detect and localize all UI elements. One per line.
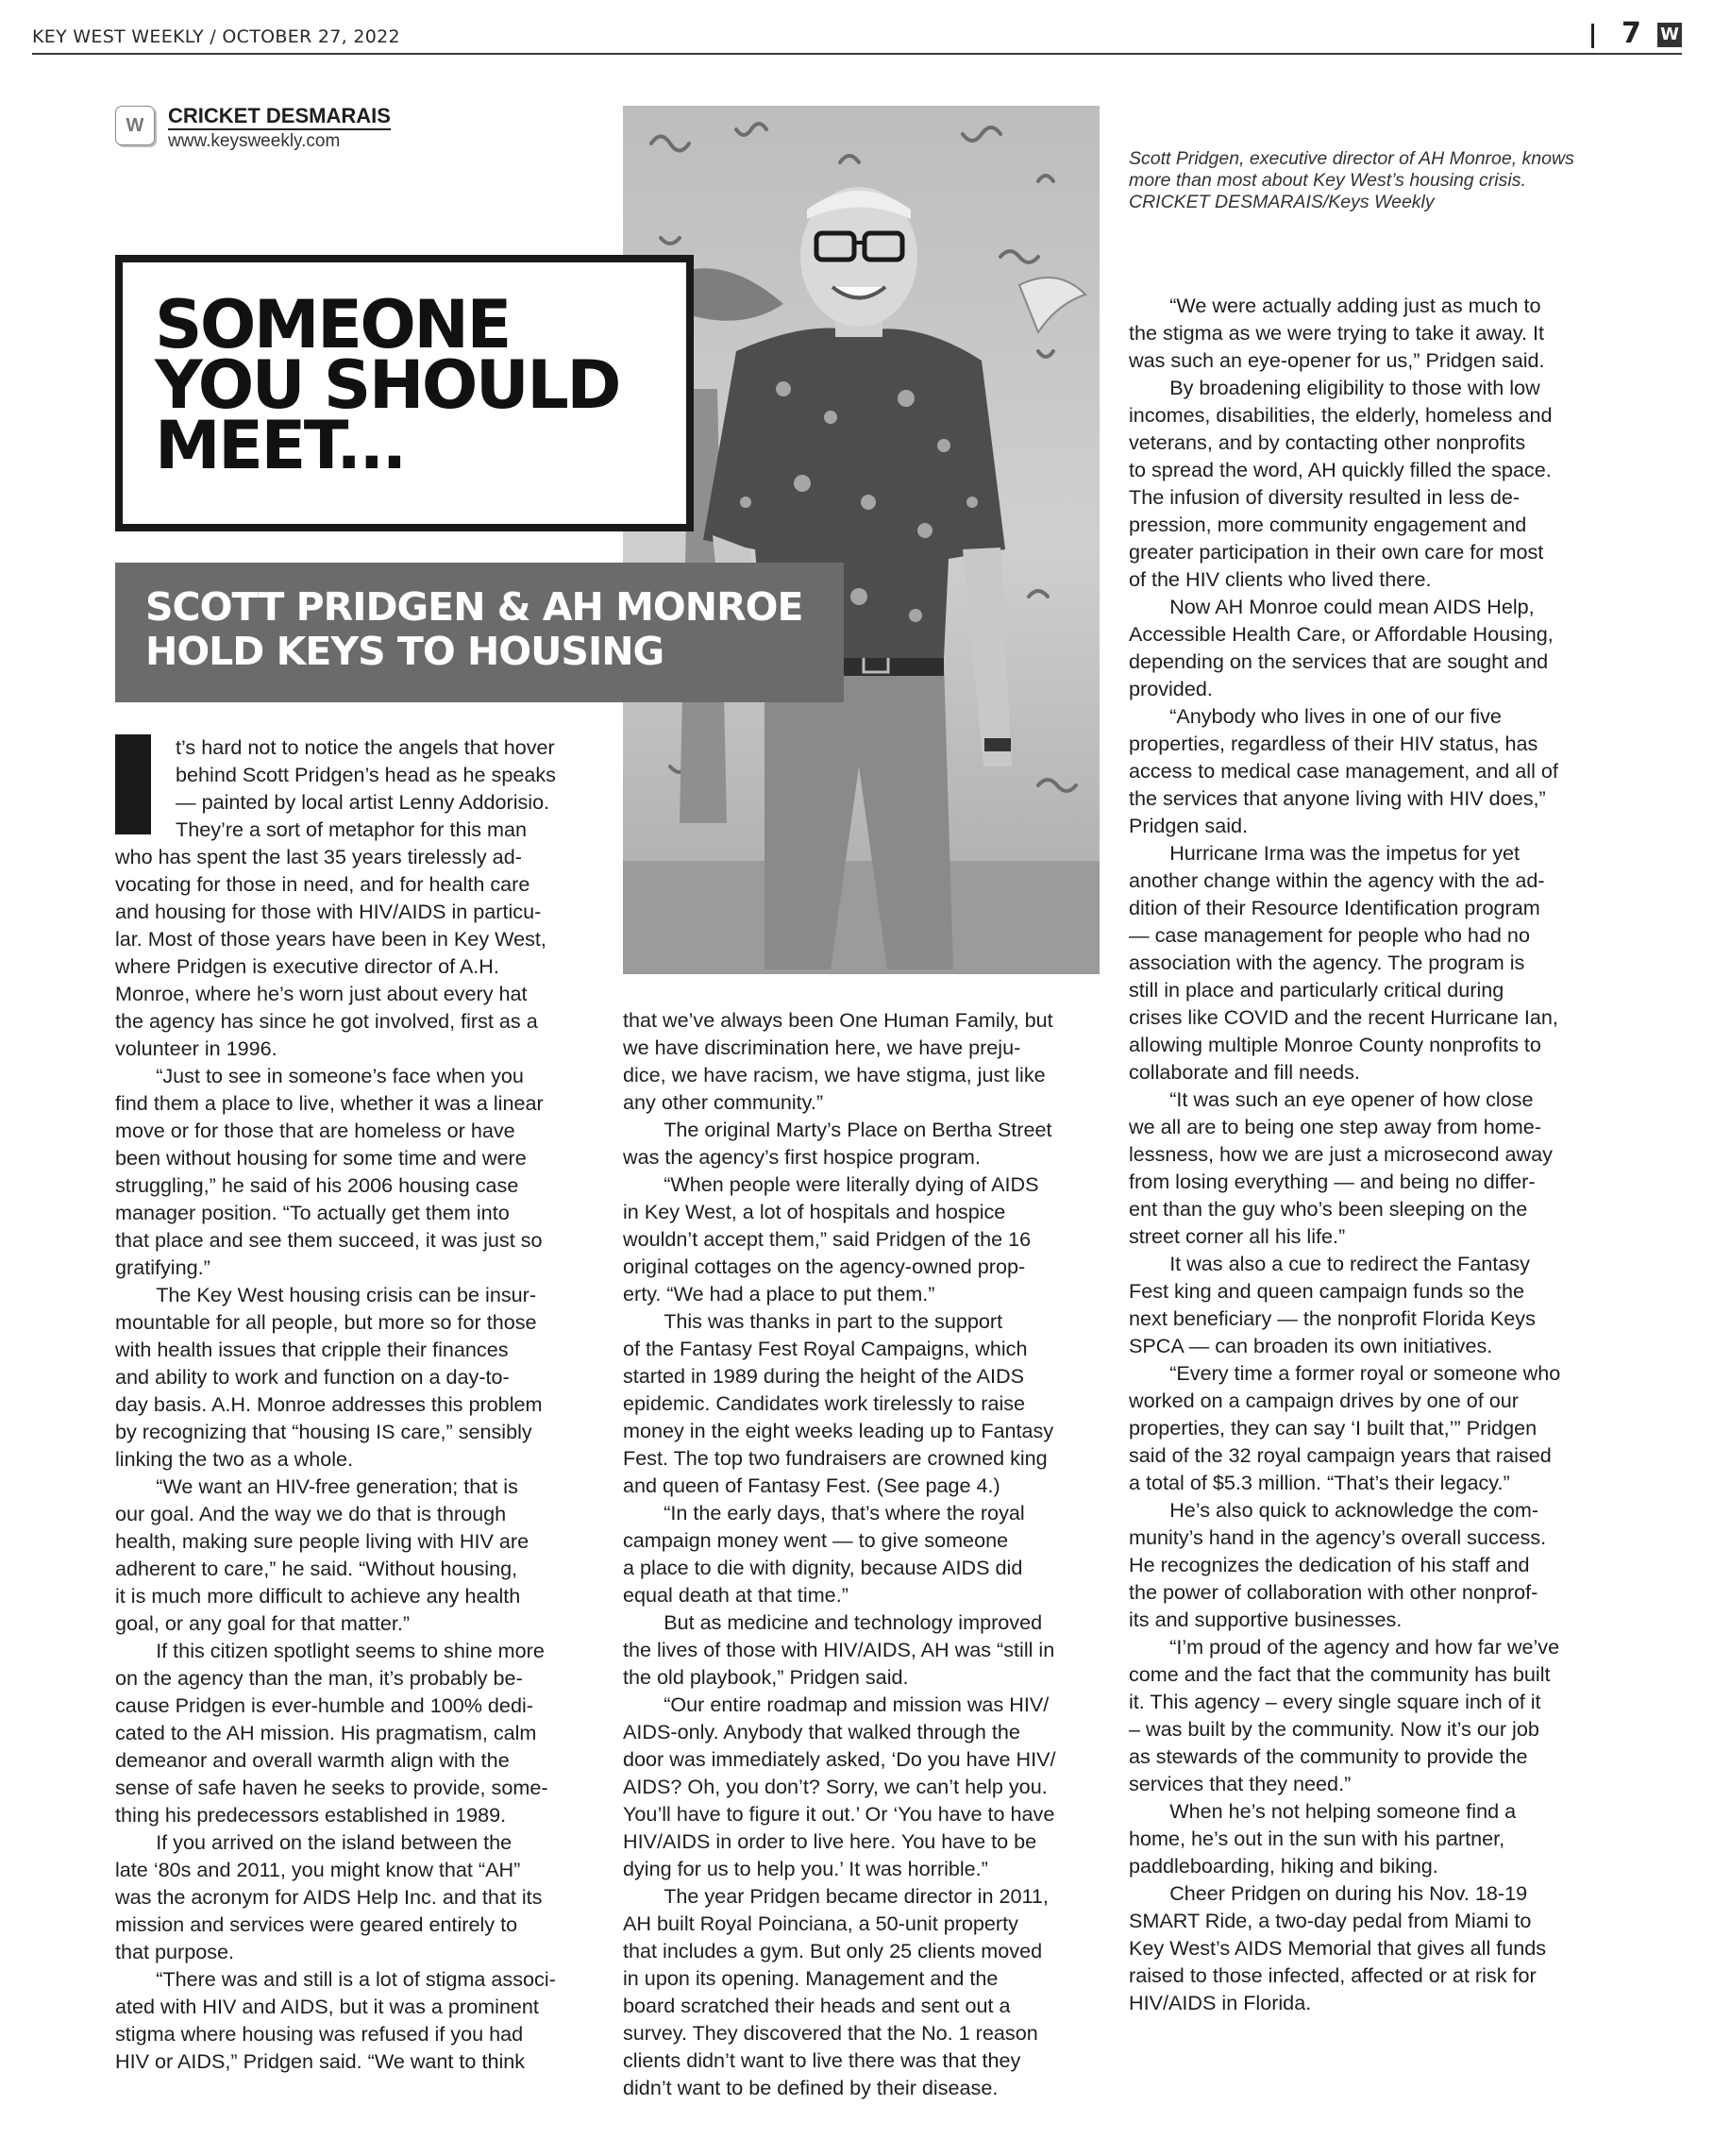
article-line: “We want an HIV-free generation; that is (115, 1474, 518, 1498)
article-line: ated with HIV and AIDS, but it was a prominent (115, 1995, 539, 2018)
article-line: munity’s hand in the agency’s overall success. (1129, 1525, 1547, 1549)
article-line: wouldn’t accept them,” said Pridgen of the 16 (623, 1227, 1032, 1251)
article-line: When he’s not helping someone find a (1129, 1799, 1517, 1823)
article-line: equal death at that time.” (623, 1583, 849, 1607)
article-line: manager position. “To actually get them into (115, 1201, 510, 1224)
article-line: the agency has since he got involved, first as a (115, 1009, 538, 1033)
article-line: Cheer Pridgen on during his Nov. 18-19 (1129, 1881, 1528, 1905)
article-line: and ability to work and function on a day-to- (115, 1365, 510, 1389)
article-line: t’s hard not to notice the angels that hover (176, 735, 555, 759)
article-line: This was thanks in part to the support (623, 1309, 1003, 1333)
article-line: They’re a sort of metaphor for this man (176, 817, 528, 841)
article-line: provided. (1129, 677, 1213, 700)
article-line: dying for us to help you.’ It was horrible.” (623, 1857, 988, 1880)
article-line: our goal. And the way we do that is through (115, 1502, 507, 1525)
article-line: Hurricane Irma was the impetus for yet (1129, 841, 1521, 865)
article-line: – was built by the community. Now it’s our job (1129, 1717, 1539, 1741)
article-line: street corner all his life.” (1129, 1224, 1346, 1248)
article-line: said of the 32 royal campaign years that raised (1129, 1443, 1552, 1467)
article-line: HIV/AIDS in Florida. (1129, 1991, 1312, 2014)
article-line: to spread the word, AH quickly filled the space. (1129, 458, 1552, 481)
article-line: its and supportive businesses. (1129, 1608, 1403, 1631)
article-line: properties, they can say ‘I built that,’” Pridgen (1129, 1416, 1538, 1440)
article-line: from losing everything — and being no differ- (1129, 1170, 1536, 1193)
article-line: access to medical case management, and all of (1129, 759, 1558, 783)
article-line: — painted by local artist Lenny Addorisio. (176, 790, 550, 814)
article-line: “Just to see in someone’s face when you (115, 1064, 524, 1087)
article-line: epidemic. Candidates work tirelessly to raise (623, 1391, 1026, 1415)
article-line: find them a place to live, whether it was a linear (115, 1091, 544, 1115)
byline-url[interactable]: www.keysweekly.com (168, 131, 341, 151)
article-line: goal, or any goal for that matter.” (115, 1611, 411, 1635)
article-line: it is much more difficult to achieve any health (115, 1584, 521, 1608)
article-line: dice, we have racism, we have stigma, just like (623, 1063, 1046, 1086)
page-number: 7 (1622, 17, 1641, 50)
article-line: the services that anyone living with HIV does,” (1129, 786, 1546, 810)
headline: SOMEONE YOU SHOULD MEET... (155, 286, 619, 484)
article-line: of the Fantasy Fest Royal Campaigns, which (623, 1337, 1028, 1360)
drop-cap-i (115, 734, 151, 834)
article-line: home, he’s out in the sun with his partner, (1129, 1827, 1505, 1850)
article-line: a place to die with dignity, because AIDS did (623, 1556, 1023, 1579)
article-line: Monroe, where he’s worn just about every hat (115, 982, 528, 1005)
article-line: struggling,” he said of his 2006 housing case (115, 1173, 519, 1197)
article-line: Pridgen said. (1129, 814, 1249, 837)
article-line: “Anybody who lives in one of our five (1129, 704, 1502, 728)
article-line: original cottages on the agency-owned prop- (623, 1255, 1026, 1278)
article-line: If this citizen spotlight seems to shine more (115, 1639, 545, 1662)
article-line: with health issues that cripple their finances (115, 1338, 509, 1361)
subheadline-bar (115, 563, 844, 702)
article-line: AIDS? Oh, you don’t? Sorry, we can’t help you. (623, 1775, 1048, 1798)
article-line: clients didn’t want to live there was that they (623, 2048, 1021, 2072)
article-line: gratifying.” (115, 1255, 210, 1279)
article-line: He’s also quick to acknowledge the com- (1129, 1498, 1539, 1522)
article-line: next beneficiary — the nonprofit Florida Keys (1129, 1306, 1536, 1330)
article-line: volunteer in 1996. (115, 1036, 277, 1060)
article-line: “I’m proud of the agency and how far we’ve (1129, 1635, 1560, 1659)
article-line: demeanor and overall warmth align with the (115, 1748, 510, 1772)
article-line: campaign money went — to give someone (623, 1528, 1009, 1552)
article-line: Accessible Health Care, or Affordable Housing, (1129, 622, 1554, 646)
publication-dateline: KEY WEST WEEKLY / OCTOBER 27, 2022 (32, 26, 400, 47)
article-line: vocating for those in need, and for health care (115, 872, 530, 896)
header-rule (32, 53, 1682, 55)
article-line: in Key West, a lot of hospitals and hospice (623, 1200, 1006, 1223)
article-line: Fest king and queen campaign funds so the (1129, 1279, 1524, 1303)
article-line: erty. “We had a place to put them.” (623, 1282, 935, 1305)
article-line: “When people were literally dying of AIDS (623, 1172, 1039, 1196)
article-line: raised to those infected, affected or at risk for (1129, 1963, 1537, 1987)
article-line: “There was and still is a lot of stigma associ- (115, 1967, 556, 1991)
article-line: adherent to care,” he said. “Without housing, (115, 1557, 518, 1580)
article-line: lessness, how we are just a microsecond away (1129, 1142, 1553, 1166)
article-line: “It was such an eye opener of how close (1129, 1087, 1534, 1111)
article-line: If you arrived on the island between the (115, 1830, 513, 1854)
article-line: the lives of those with HIV/AIDS, AH was “still in (623, 1638, 1055, 1661)
article-line: health, making sure people living with HIV are (115, 1529, 529, 1553)
article-line: The infusion of diversity resulted in less de- (1129, 485, 1521, 509)
article-line: didn’t want to be defined by their disease. (623, 2076, 999, 2099)
article-line: who has spent the last 35 years tirelessly ad- (115, 845, 522, 868)
article-line: By broadening eligibility to those with low (1129, 376, 1540, 399)
article-line: HIV or AIDS,” Pridgen said. “We want to think (115, 2049, 526, 2073)
article-line: we all are to being one step away from home- (1129, 1115, 1541, 1138)
article-line: that we’ve always been One Human Family, but (623, 1008, 1053, 1032)
article-line: pression, more community engagement and (1129, 513, 1527, 536)
article-line: still in place and particularly critical during (1129, 978, 1504, 1002)
article-line: “In the early days, that’s where the royal (623, 1501, 1025, 1524)
article-line: collaborate and fill needs. (1129, 1060, 1360, 1084)
article-line: “Every time a former royal or someone who (1129, 1361, 1561, 1385)
portrait-photo (623, 106, 1100, 974)
article-line: mission and services were geared entirely to (115, 1912, 518, 1936)
article-line: It was also a cue to redirect the Fantasy (1129, 1252, 1530, 1275)
article-line: You’ll have to figure it out.’ Or ‘You have to have (623, 1802, 1055, 1826)
article-line: the power of collaboration with other nonprof- (1129, 1580, 1538, 1604)
article-line: Now AH Monroe could mean AIDS Help, (1129, 595, 1535, 618)
article-line: where Pridgen is executive director of A.H. (115, 954, 499, 978)
article-line: we have discrimination here, we have preju- (623, 1036, 1021, 1059)
article-line: the stigma as we were trying to take it away. It (1129, 321, 1545, 345)
article-line: was such an eye-opener for us,” Pridgen said. (1129, 348, 1545, 372)
article-line: door was immediately asked, ‘Do you have HIV/ (623, 1747, 1056, 1771)
photo-caption: Scott Pridgen, executive director of AH Monroe, knows more than most about Key West’s housing crisis. CRICKET DESMARAIS/Keys Weekly (1129, 148, 1574, 212)
article-line: properties, regardless of their HIV status, has (1129, 732, 1538, 755)
article-line: services that they need.” (1129, 1772, 1352, 1795)
article-line: “Our entire roadmap and mission was HIV/ (623, 1693, 1050, 1716)
article-line: cause Pridgen is ever-humble and 100% dedi- (115, 1693, 533, 1717)
article-line: money in the eight weeks leading up to Fantasy (623, 1419, 1054, 1442)
article-line: was the acronym for AIDS Help Inc. and that its (115, 1885, 543, 1909)
article-line: depending on the services that are sought and (1129, 649, 1549, 673)
article-line: He recognizes the dedication of his staff and (1129, 1553, 1530, 1576)
article-line: in upon its opening. Management and the (623, 1966, 999, 1990)
subheadline: SCOTT PRIDGEN & AH MONROE HOLD KEYS TO HOUSING (145, 584, 803, 674)
article-line: The Key West housing crisis can be insur- (115, 1283, 537, 1306)
article-line: as stewards of the community to provide the (1129, 1744, 1528, 1768)
article-line: greater participation in their own care for most (1129, 540, 1544, 564)
article-line: SMART Ride, a two-day pedal from Miami to (1129, 1909, 1532, 1932)
article-line: allowing multiple Monroe County nonprofits to (1129, 1033, 1541, 1056)
article-line: and housing for those with HIV/AIDS in particu- (115, 900, 542, 923)
header-separator (1591, 24, 1594, 48)
article-line: behind Scott Pridgen’s head as he speaks (176, 763, 556, 786)
article-line: Fest. The top two fundraisers are crowned king (623, 1446, 1048, 1470)
article-line: AH built Royal Poinciana, a 50-unit property (623, 1912, 1018, 1935)
article-line: started in 1989 during the height of the AIDS (623, 1364, 1024, 1388)
article-line: ent than the guy who’s been sleeping on the (1129, 1197, 1528, 1221)
article-line: it. This agency – every single square inch of it (1129, 1690, 1541, 1713)
article-line: worked on a campaign drives by one of our (1129, 1389, 1519, 1412)
article-line: linking the two as a whole. (115, 1447, 354, 1471)
article-line: any other community.” (623, 1090, 824, 1114)
article-line: incomes, disabilities, the elderly, homeless and (1129, 403, 1553, 427)
article-line: come and the fact that the community has built (1129, 1662, 1551, 1686)
article-line: on the agency than the man, it’s probably be- (115, 1666, 523, 1690)
article-line: day basis. A.H. Monroe addresses this problem (115, 1392, 543, 1416)
headline-box (115, 255, 694, 531)
article-line: dition of their Resource Identification program (1129, 896, 1540, 919)
article-line: thing his predecessors established in 1989. (115, 1803, 507, 1827)
article-line: move or for those that are homeless or have (115, 1119, 515, 1142)
article-line: another change within the agency with the ad- (1129, 868, 1545, 892)
article-line: by recognizing that “housing IS care,” sensibly (115, 1420, 532, 1443)
article-line: lar. Most of those years have been in Key West, (115, 927, 546, 951)
article-line: that place and see them succeed, it was just so (115, 1228, 543, 1252)
article-line: mountable for all people, but more so for those (115, 1310, 537, 1334)
article-line: HIV/AIDS in order to live here. You have to be (623, 1829, 1037, 1853)
article-line: association with the agency. The program is (1129, 951, 1525, 974)
byline-logo-icon: W (115, 106, 155, 145)
article-line: board scratched their heads and sent out a (623, 1994, 1011, 2017)
weekly-logo-icon: W (1657, 23, 1682, 47)
byline-author: CRICKET DESMARAIS (168, 104, 391, 130)
article-line: been without housing for some time and were (115, 1146, 527, 1170)
article-line: was the agency’s first hospice program. (623, 1145, 981, 1169)
article-line: But as medicine and technology improved (623, 1610, 1043, 1634)
article-line: and queen of Fantasy Fest. (See page 4.) (623, 1474, 1000, 1497)
article-line: of the HIV clients who lived there. (1129, 567, 1432, 591)
article-line: Key West’s AIDS Memorial that gives all funds (1129, 1936, 1547, 1960)
article-line: a total of $5.3 million. “That’s their legacy.” (1129, 1471, 1510, 1494)
article-line: that includes a gym. But only 25 clients moved (623, 1939, 1043, 1962)
article-line: sense of safe haven he seeks to provide, some- (115, 1776, 548, 1799)
article-line: — case management for people who had no (1129, 923, 1530, 947)
article-line: AIDS-only. Anybody that walked through the (623, 1720, 1020, 1743)
article-line: veterans, and by contacting other nonprofits (1129, 430, 1526, 454)
article-line: that purpose. (115, 1940, 235, 1963)
article-line: survey. They discovered that the No. 1 reason (623, 2021, 1038, 2045)
article-line: late ‘80s and 2011, you might know that “AH” (115, 1858, 521, 1881)
article-line: the old playbook,” Pridgen said. (623, 1665, 909, 1689)
article-line: The original Marty’s Place on Bertha Street (623, 1118, 1052, 1141)
article-line: “We were actually adding just as much to (1129, 294, 1541, 317)
article-line: crises like COVID and the recent Hurricane Ian, (1129, 1005, 1558, 1029)
article-line: The year Pridgen became director in 2011, (623, 1884, 1049, 1908)
article-line: SPCA — can broaden its own initiatives. (1129, 1334, 1493, 1357)
article-line: paddleboarding, hiking and biking. (1129, 1854, 1438, 1878)
article-line: stigma where housing was refused if you had (115, 2022, 524, 2046)
article-line: cated to the AH mission. His pragmatism, calm (115, 1721, 537, 1744)
